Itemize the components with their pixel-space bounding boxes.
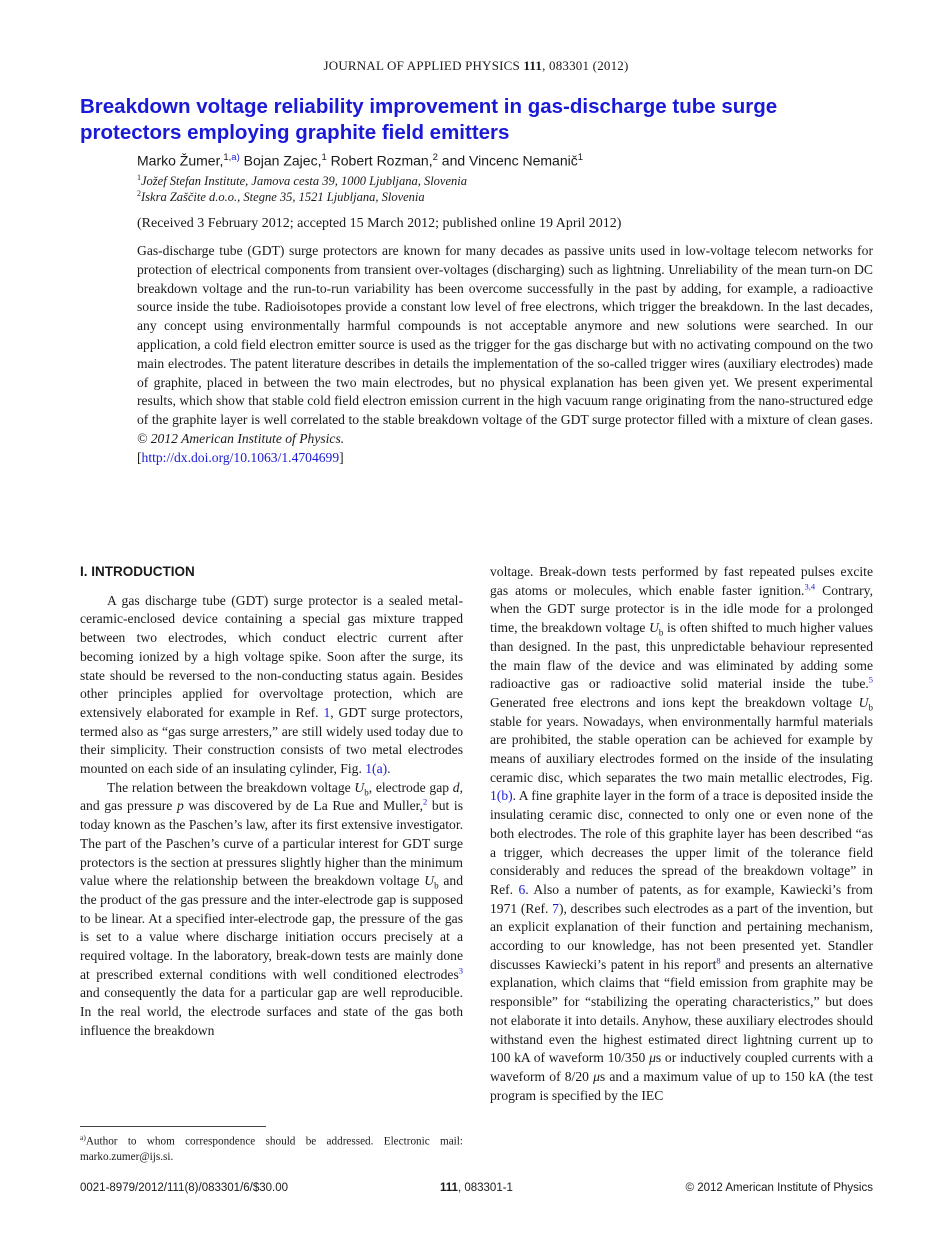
author-4-affil: 1 [577,152,584,163]
abstract: Gas-discharge tube (GDT) surge protectors are known for many decades as passive units used in low-voltage telecom networks for protection of electrical components from transient over-voltages (discharging) such as lightning. Unreliability of the mean turn-on DC breakdown voltage and the run-to-run variability has been overcome successfully in the past by adding, for example, a radioactive source inside the tube. Radioisotopes provide a constant low level of free electrons, which trigger the breakdown. In the last decades, any concept using environmentally harmful compounds is not acceptable anymore and new solutions were searched. In our application, a cold field electron emitter source is used as the trigger for the gas discharge but with no activating compound on the two main electrodes. The patent literature describes in details the implementation of the so-called trigger wires (auxiliary electrodes) made of graphite, placed in between the two main electrodes, but no physical explanation has been given yet. We present experimental results, which show that stable cold field electron emission current in the high vacuum range originating from the nano-structured edge of the graphite layer is well correlated to the stable breakdown voltage of the GDT surge protector filled with a mixture of clean gases. © 2012 American Institute of Physics. [http://dx.doi.org/10.1063/1.4704699] [137,243,873,465]
page-footer [80,1182,873,1200]
ref-7-link[interactable]: 7 [552,900,559,916]
footnote: $^{a)}$Author to whom correspondence should be addressed. Electronic mail: marko.zumer@ijs.si. [80,1133,463,1163]
abstract-body: Gas-discharge tube (GDT) surge protectors are known for many decades as passive units used in low-voltage telecom networks for protection of electrical components from transient over-voltages (discharging) such as lightning. Unreliability of the mean turn-on DC breakdown voltage and the run-to-run variability has been overcome successfully in the past by adding, for example, a radioactive source inside the tube. Radioisotopes provide a constant low level of free electrons, which trigger the breakdown. In the last decades, any concept using environmentally harmful compounds is not acceptable anymore and new solutions were searched. In our application, a cold field electron emitter source is used as the trigger for the gas discharge but with no activating compound on the two main electrodes. The patent literature describes in details the implementation of the so-called trigger wires (auxiliary electrodes) made of graphite, placed in between the two main electrodes, but no physical explanation has been given yet. We present experimental results, which show that stable cold field electron emission current in the high vacuum range originating from the nano-structured edge of the graphite layer is well correlated to the stable breakdown voltage of the GDT surge protector filled with a mixture of clean gases. [137,243,873,428]
left-column [80,563,463,1041]
footer-issn: 0021-8979/2012/111(8)/083301/6/$30.00 [80,1182,289,1194]
footer-page-number: 111, 083301-1 [440,1182,513,1194]
footnote-divider [80,1126,266,1127]
ref-3-4-link[interactable]: 3,4 [804,581,816,592]
ref-6-link[interactable]: 6 [518,881,526,897]
author-1: Marko Žumer, [137,152,224,169]
ref-8-link[interactable]: 8 [716,955,721,966]
section-heading-introduction: I. INTRODUCTION [80,564,195,579]
affiliation-1: $^1$Jožef Stefan Institute, Jamova cesta 39, 1000 Ljubljana, Slovenia [137,173,467,189]
journal-header [0,58,952,74]
intro-paragraph-2: The relation between the breakdown voltage $U_b$, electrode gap d, and gas pressure p was discovered by de La Rue and Muller,$^2$ but is today known as the Paschen’s law, after its first extensive investigator. The part of the Paschen’s curve of a particular interest for GDT surge protectors is the section at pressures slightly higher than the minimum value where the relationship between the breakdown voltage $U_b$ and the product of the gas pressure and the inter-electrode gap is supposed to be linear. At a specified inter-electrode gap, the pressure of the gas is set to a value where discharge initiation occurs precisely at a required voltage. In the laboratory, break-down tests are mainly done at prescribed external conditions with well conditioned electrodes$^3$ and consequently the data for a particular gap are well reproducible. In the real world, the electrode surfaces and state of the gas both influence the breakdown [80,779,464,1038]
fig-1a-link[interactable]: 1(a) [365,761,388,777]
affiliation-2: $^2$Iskra Zaščite d.o.o., Stegne 35, 1521 Ljubljana, Slovenia [137,189,425,205]
ref-3-link[interactable]: 3 [458,965,463,976]
ref-2-link[interactable]: 2 [423,796,428,807]
journal-volume: 111 [523,58,543,73]
doi-link[interactable]: http://dx.doi.org/10.1063/1.4704699 [141,449,340,465]
journal-name: JOURNAL OF APPLIED PHYSICS [323,58,520,73]
author-2: Bojan Zajec, [239,152,322,169]
ref-1-link[interactable]: 1 [323,704,331,720]
author-3-affil: 2 [432,152,438,163]
ref-5-link[interactable]: 5 [868,674,873,685]
footer-copyright: © 2012 American Institute of Physics [685,1182,873,1194]
paper-title [80,94,880,146]
correspondence-link[interactable]: a) [231,152,240,163]
received-dates: (Received 3 February 2012; accepted 15 March 2012; published online 19 April 2012) [137,216,622,231]
author-3: Robert Rozman, [326,152,433,169]
intro-continued-paragraph: voltage. Break-down tests performed by fast repeated pulses excite gas atoms or molecules, which enable faster ignition.$^{3,4}$ Contrary, when the GDT surge protector is in the idle mode for a prolonged time, the breakdown voltage $U_b$ is often shifted to much higher values than designed. In the past, this unpredictable behaviour represented the main flaw of the device and was eliminated by adding some radioactive gas or radioactive solid material inside the tube.$^5$ Generated free electrons and ions kept the breakdown voltage $U_b$ stable for years. Nowadays, when environmentally harmful materials are prohibited, the stable operation can be achieved for example by means of auxiliary electrodes formed on the inside of the insulating ceramic disc, which separates the two main metallic electrodes, Fig. 1(b). A fine graphite layer in the form of a trace is deposited inside the insulating ceramic disc, connected to only one or even none of the both electrodes. The role of this graphite layer has been described “as a trigger, which decreases the upper limit of the tolerance field considerably and reduces the spread of the breakdown voltage” in Ref. 6. Also a number of patents, as for example, Kawiecki’s from 1971 (Ref. 7), describes such electrodes as a part of the invention, but an explicit explanation of their function and pertaining mechanism, according to our knowledge, has not been presented yet. Standler discusses Kawiecki’s patent in his report$^8$ and presents an alternative explanation, which claims that “field emission from graphite may be responsible” for “stabilizing the operating characteristics,” but does not elaborate it into details. Anyhow, these auxiliary electrodes should withstand even the highest estimated direct lightning current up to 100 kA of waveform 10/350 μs or inductively coupled currents with a waveform of 8/20 μs and a maximum value of up to 150 kA (the test program is specified by the IEC [490,564,874,1103]
right-column [490,563,873,1105]
fig-1b-link[interactable]: 1(b) [490,788,513,804]
journal-article-year: , 083301 (2012) [542,58,629,73]
abstract-copyright: © 2012 American Institute of Physics. [137,430,345,446]
intro-paragraph-1: A gas discharge tube (GDT) surge protector is a sealed metal-ceramic-enclosed device containing a special gas mixture trapped between two electrodes, which conduct electric current after becoming ionized by a high voltage spike. Soon after the surge, its state should be reversed to the non-conducting status again. Besides other principles applied for overvoltage protection, which are extensively elaborated for example in Ref. 1, GDT surge protectors, termed also as “gas surge arresters,” are still widely used today due to their simplicity. Their construction consists of two metal electrodes mounted on each side of an insulating cylinder, Fig. 1(a). [80,592,463,777]
author-list [137,152,877,169]
title-line-2: protectors employing graphite field emitters [80,121,510,144]
title-line-1: Breakdown voltage reliability improvement in gas-discharge tube surge [80,95,778,118]
author-2-affil: 1 [321,152,327,163]
author-1-affil: 1,a) [223,152,240,163]
author-4: and Vincenc Nemanič [437,152,578,169]
